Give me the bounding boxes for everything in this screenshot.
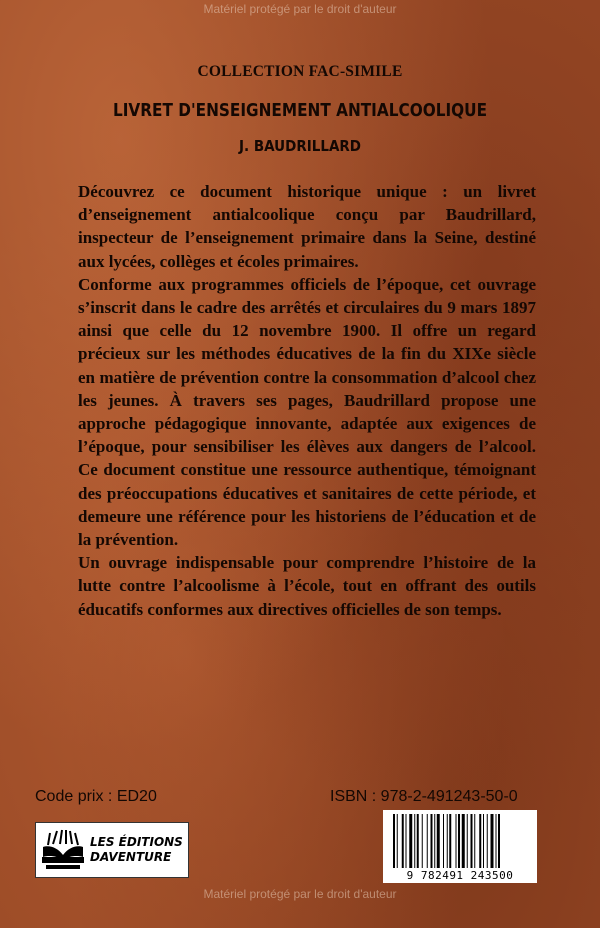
paragraph-details: Conforme aux programmes officiels de l’époque, cet ouvrage s’inscrit dans le cadre des arrêtés et circulaires du 9 mars 1897 ainsi que celle du 12 novembre 1900. Il offre un regard précieux sur les méthodes éducatives de la fin du XIXe siècle en matière de prévention contre la consommation d’alcool chez les jeunes. À travers ses pages, Baudrillard propose une approche pédagogique innovante, adaptée aux exigences de l’époque, pour sensibiliser les élèves aux dangers de l’alcool. Ce document constitue une ressource authentique, témoignant des préoccupations éducatives et sanitaires de cette période, et demeure une référence pour les historiens de l’éducation et de la prévention. xyxy=(78,274,536,550)
book-author: J. BAUDRILLARD xyxy=(238,137,362,155)
watermark-top: Matériel protégé par le droit d'auteur xyxy=(203,2,397,16)
open-book-icon xyxy=(40,827,86,873)
book-title: LIVRET D'ENSEIGNEMENT ANTIALCOOLIQUE xyxy=(112,100,488,121)
publisher-logo xyxy=(35,822,189,878)
price-code: Code prix : ED20 xyxy=(35,788,157,805)
paragraph-intro: Découvrez ce document historique unique : un livret d’enseignement antialcoolique conçu par Baudrillard, inspecteur de l’enseignement primaire dans la Seine, destiné aux lycées, collèges et écoles primaires. xyxy=(78,182,536,271)
barcode-bars xyxy=(393,814,529,868)
paragraph-conclusion: Un ouvrage indispensable pour comprendre l’histoire de la lutte contre l’alcoolisme à l’école, tout en offrant des outils éducatifs conformes aux directives officielles de son temps. xyxy=(78,553,536,619)
publisher-line1: LES ÉDITIONS xyxy=(90,835,183,849)
publisher-name xyxy=(90,835,183,865)
publisher-line2: DAVENTURE xyxy=(90,850,172,864)
collection-heading: COLLECTION FAC-SIMILE xyxy=(197,63,403,80)
watermark-bottom: Matériel protégé par le droit d'auteur xyxy=(203,887,397,901)
back-cover-text xyxy=(78,180,536,621)
barcode xyxy=(383,810,537,883)
barcode-number: 9 782491 243500 xyxy=(406,869,514,882)
isbn-label: ISBN : 978-2-491243-50-0 xyxy=(330,788,518,805)
